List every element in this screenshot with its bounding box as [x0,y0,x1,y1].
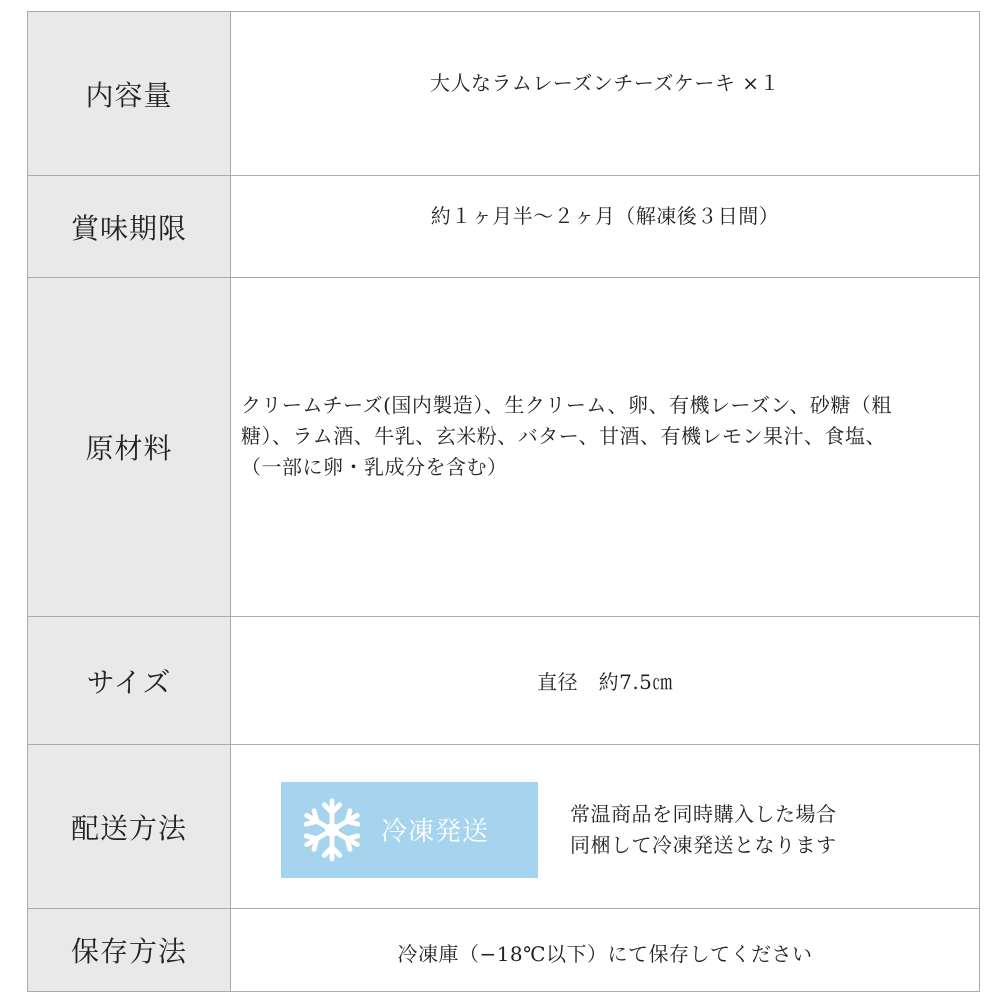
shipping-value-cell [231,745,980,909]
expiry-value: 約１ヶ月半～２ヶ月（解凍後３日間） [430,204,780,228]
ingredients-label: 原材料 [28,278,231,617]
shipping-note [570,799,837,861]
size-value: 直径 約7.5㎝ [537,670,673,694]
spec-row-ingredients [28,278,980,617]
spec-row-shipping [28,745,980,909]
spec-row-expiry [28,176,980,278]
shipping-label: 配送方法 [28,745,231,909]
content-value-cell [231,12,980,176]
shipping-note-line: 常温商品を同時購入した場合 [570,801,837,826]
content-label: 内容量 [28,12,231,176]
size-label: サイズ [28,617,231,745]
product-spec-table [27,11,980,992]
spec-row-storage [28,909,980,992]
expiry-label: 賞味期限 [28,176,231,278]
spec-row-content [28,12,980,176]
shipping-content [231,782,979,878]
frozen-shipping-text: 冷凍発送 [381,817,490,847]
content-value: 大人なラムレーズンチーズケーキ ×１ [430,71,780,95]
frozen-shipping-badge [281,782,538,878]
storage-value: 冷凍庫（−18℃以下）にて保存してください [397,941,813,966]
size-value-cell [231,617,980,745]
expiry-value-cell [231,176,980,278]
ingredients-value-cell [231,278,980,617]
shipping-note-line: 同梱して冷凍発送となります [570,832,837,857]
storage-value-cell [231,909,980,992]
spec-row-size [28,617,980,745]
ingredients-line: 糖）、ラム酒、牛乳、玄米粉、バター、甘酒、有機レモン果汁、食塩、 [241,424,886,448]
ingredients-line: （一部に卵・乳成分を含む） [241,455,508,479]
snowflake-icon [299,797,365,863]
storage-label: 保存方法 [28,909,231,992]
ingredients-line: クリームチーズ(国内製造）、生クリーム、卵、有機レーズン、砂糖（粗 [241,393,892,417]
